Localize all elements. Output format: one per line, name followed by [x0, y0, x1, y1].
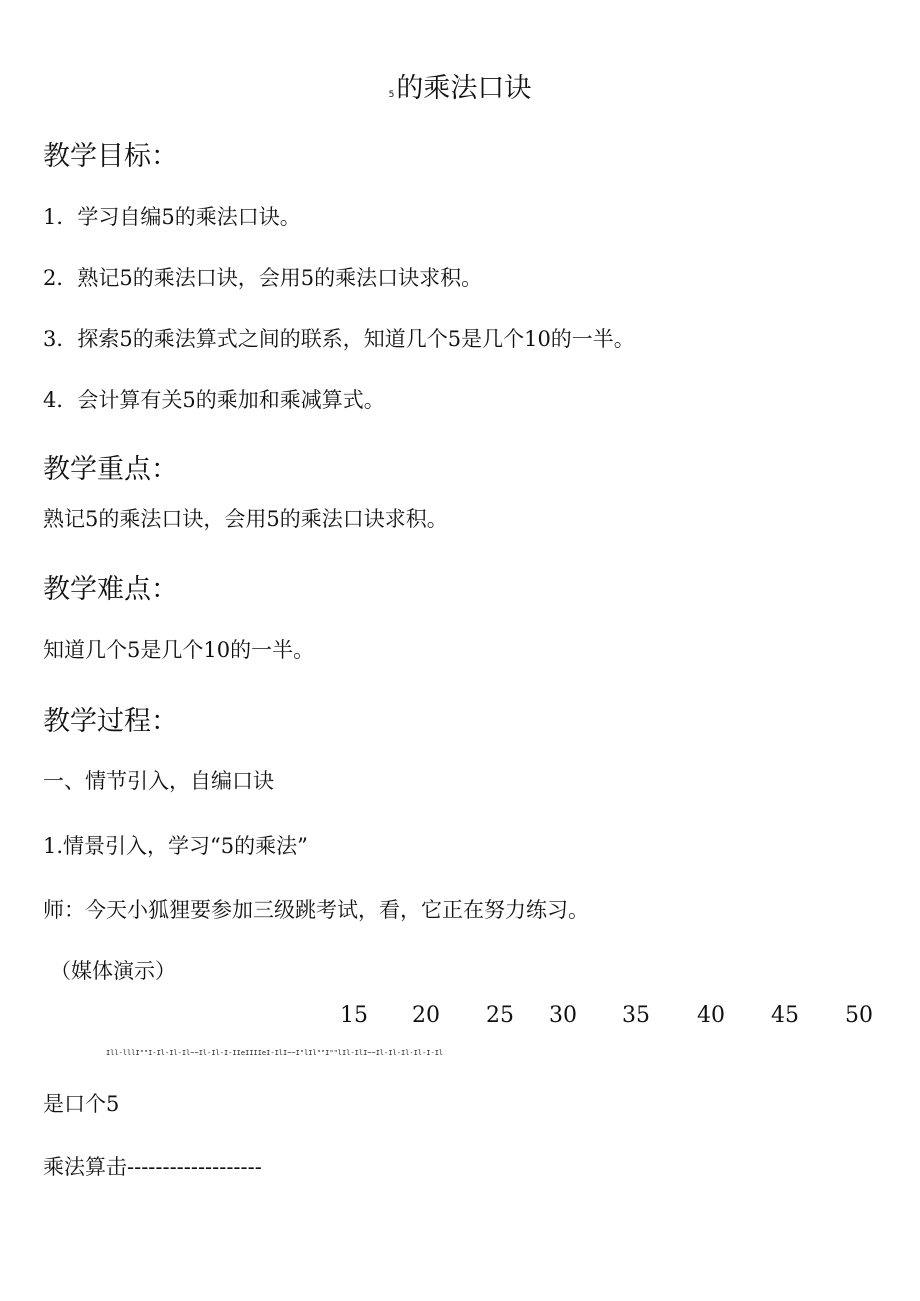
- number-label: 50: [845, 1003, 873, 1028]
- number-label: 45: [771, 1003, 799, 1028]
- section-1-title: 一、情节引入，自编口诀: [43, 769, 274, 793]
- title-text: 的乘法口诀: [396, 73, 532, 104]
- key-point-text: 熟记5的乘法口诀，会用5的乘法口诀求积。: [43, 507, 448, 531]
- media-note: （媒体演示）: [50, 959, 176, 983]
- goal-item-4: 4．会计算有关5的乘加和乘减算式。: [43, 388, 385, 412]
- number-label: 15: [340, 1003, 368, 1028]
- number-line-marks: Ill-lllI""I-Il-Il-Il~~Il-Il-I-IIeIIIIeI-IlI~~I"lIl""I""lIl-IlI~~Il-Il-Il-Il-I-Il: [106, 1049, 444, 1057]
- goal-item-3: 3．探索5的乘法算式之间的联系，知道几个5是几个10的一半。: [43, 327, 635, 351]
- goal-item-1: 1．学习自编5的乘法口诀。: [43, 205, 301, 229]
- page-title: [0, 66, 920, 105]
- fill-blank-line: 是口个5: [43, 1092, 120, 1116]
- difficulty-heading: 教学难点：: [43, 574, 178, 605]
- teacher-line: 师：今天小狐狸要参加三级跳考试，看，它正在努力练习。: [43, 898, 589, 922]
- title-prefix: 5: [388, 90, 395, 100]
- number-label: 20: [412, 1003, 440, 1028]
- goal-item-2: 2．熟记5的乘法口诀，会用5的乘法口诀求积。: [43, 266, 483, 290]
- difficulty-text: 知道几个5是几个10的一半。: [43, 638, 315, 662]
- step-1-title: 1.情景引入，学习“5的乘法”: [43, 834, 308, 858]
- number-label: 35: [622, 1003, 650, 1028]
- key-point-heading: 教学重点：: [43, 454, 178, 485]
- formula-line: 乘法算击-------------------: [43, 1155, 262, 1179]
- number-label: 40: [697, 1003, 725, 1028]
- goals-heading: 教学目标：: [43, 141, 178, 172]
- process-heading: 教学过程：: [43, 706, 178, 737]
- number-label: 25: [486, 1003, 514, 1028]
- number-label: 30: [549, 1003, 577, 1028]
